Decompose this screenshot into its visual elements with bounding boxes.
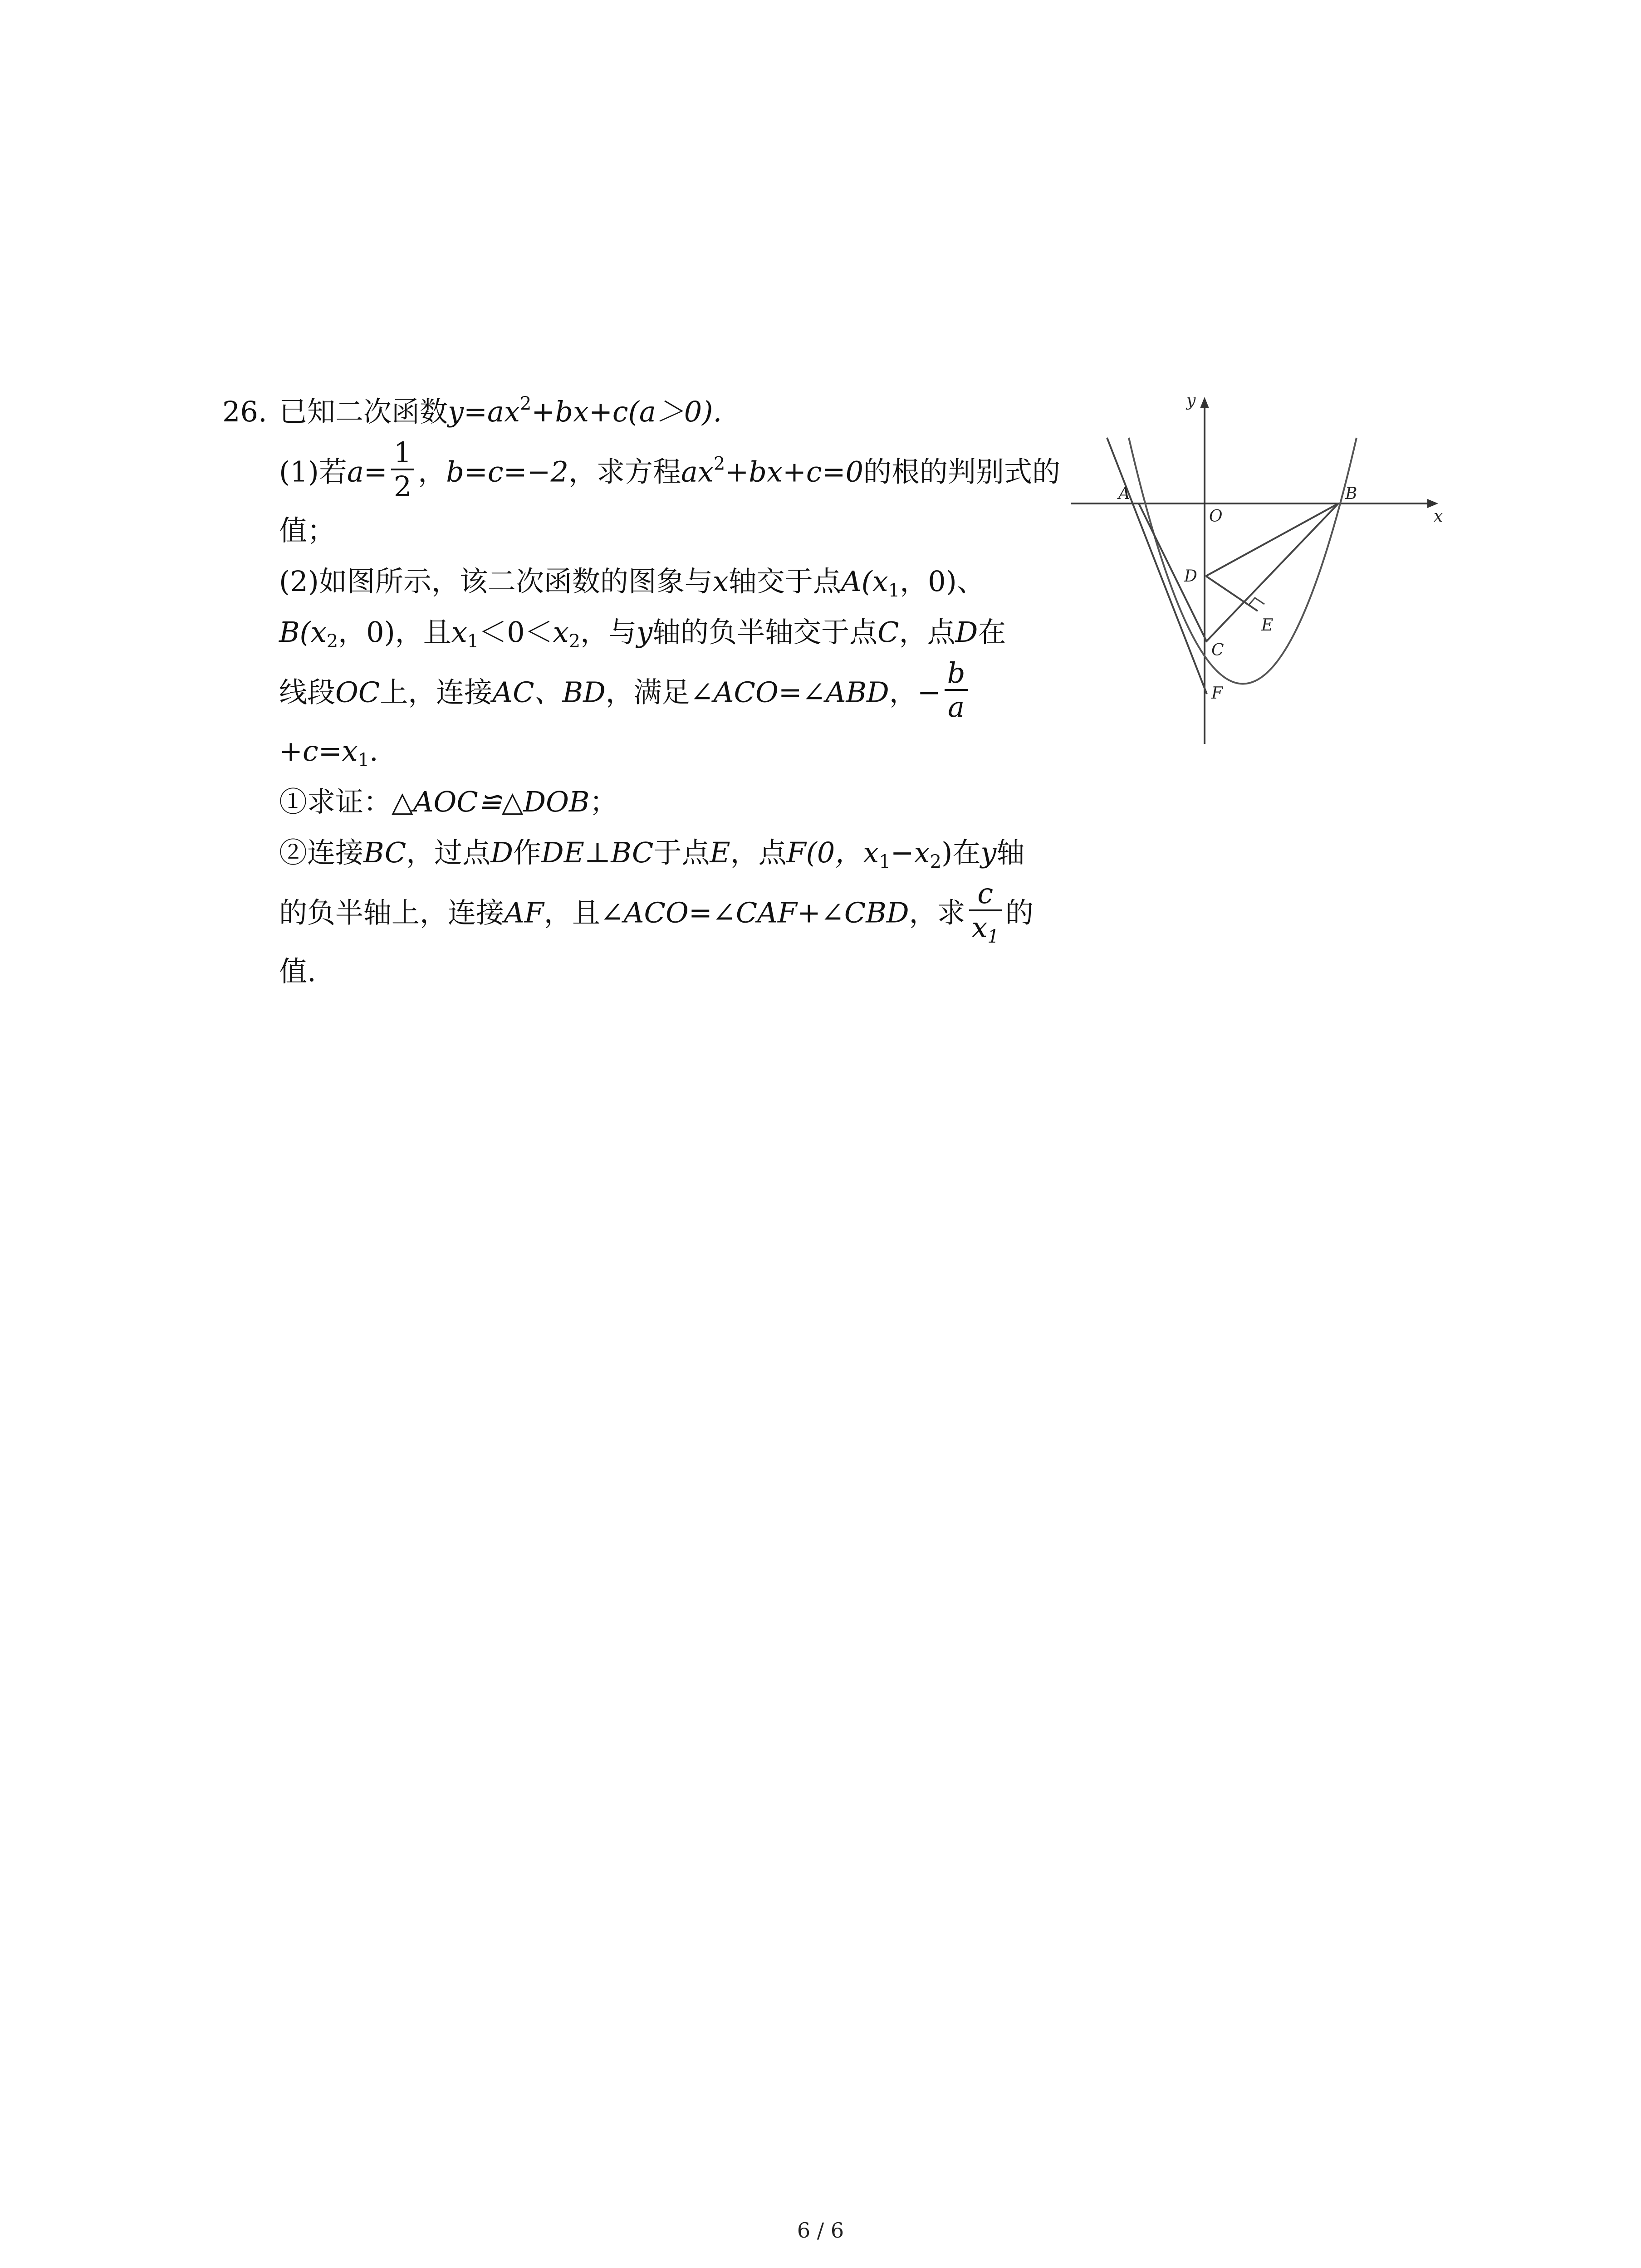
subscript: 1 bbox=[467, 631, 479, 652]
label-F: F bbox=[1211, 684, 1223, 703]
part1-equation: ax bbox=[681, 455, 714, 489]
part1-line2 bbox=[222, 509, 1084, 560]
label-O: O bbox=[1209, 507, 1223, 526]
subscript: 2 bbox=[326, 631, 338, 652]
part1-comma: ， bbox=[418, 455, 446, 489]
perpendicular: DE⊥BC bbox=[541, 836, 654, 869]
part2-text: (2)如图所示，该二次函数的图象与 bbox=[279, 565, 713, 598]
part2-text: ，与 bbox=[580, 616, 637, 649]
point-E: E bbox=[710, 836, 730, 869]
fraction-numerator: c bbox=[977, 877, 994, 910]
subscript: 1 bbox=[888, 580, 900, 601]
stem-exponent: 2 bbox=[519, 393, 532, 414]
part2-text: 轴交于点 bbox=[728, 565, 841, 598]
subscript: 2 bbox=[930, 851, 942, 872]
parabola-curve bbox=[1129, 438, 1357, 684]
stem-equation-tail: +bx+c(a＞0). bbox=[531, 395, 722, 428]
right-angle-marker bbox=[1249, 598, 1264, 605]
fraction-denominator: 2 bbox=[391, 469, 414, 503]
problem-number: 26. bbox=[222, 395, 267, 428]
point-F: F(0，x bbox=[786, 836, 879, 869]
fraction-numerator: b bbox=[947, 656, 965, 689]
part1-text: ，求方程 bbox=[568, 455, 681, 489]
q2-text: ，过点 bbox=[406, 836, 491, 869]
subscript: 1 bbox=[879, 851, 891, 872]
point-A-tail: ，0)、 bbox=[900, 565, 985, 598]
page-number: 6 / 6 bbox=[797, 2218, 844, 2243]
label-B: B bbox=[1345, 484, 1357, 503]
part1-a-eq: a= bbox=[347, 455, 387, 489]
fraction-c-over-x1 bbox=[969, 877, 1002, 948]
subquestion-2-line3-text: 值. bbox=[279, 955, 316, 988]
subquestion-1 bbox=[222, 780, 1084, 831]
figure-svg bbox=[1062, 386, 1452, 748]
part1-bc-eq: b=c=−2 bbox=[446, 455, 568, 489]
semicolon: ； bbox=[589, 785, 618, 818]
point-F-end: ) bbox=[941, 836, 953, 869]
fraction-denominator: $x_1$ bbox=[969, 909, 1002, 943]
segments-AC-BD: AC、BD bbox=[492, 675, 606, 709]
stem-text: 已知二次函数 bbox=[279, 395, 448, 428]
y-axis-arrow bbox=[1200, 397, 1209, 408]
var-x2: x bbox=[553, 616, 569, 649]
part1-exponent: 2 bbox=[713, 453, 725, 474]
problem-26 bbox=[222, 390, 1084, 1001]
point-D: D bbox=[955, 616, 978, 649]
part1-line1 bbox=[222, 436, 1084, 509]
part2-line3 bbox=[222, 656, 1084, 729]
parabola-figure bbox=[1062, 386, 1452, 748]
angle-equality: ∠ACO=∠CAF+∠CBD bbox=[600, 896, 909, 929]
angle-equality: ∠ACO=∠ABD bbox=[690, 675, 889, 709]
point-A: A(x bbox=[841, 565, 888, 598]
stem-equation: y=ax bbox=[448, 395, 520, 428]
point-F-mid: −x bbox=[890, 836, 930, 869]
subquestion-2-line2 bbox=[222, 877, 1084, 950]
q2-text: ，且 bbox=[544, 896, 600, 929]
point-B-tail: ，0)，且 bbox=[338, 616, 451, 649]
label-C: C bbox=[1211, 641, 1224, 660]
label-A: A bbox=[1118, 484, 1130, 503]
x-axis-arrow bbox=[1427, 499, 1438, 508]
part2-line4 bbox=[222, 729, 1084, 780]
congruence: △AOC≌△DOB bbox=[392, 785, 590, 818]
part1-equation-tail: +bx+c=0 bbox=[725, 455, 864, 489]
part2-text: ，点 bbox=[899, 616, 955, 649]
label-E: E bbox=[1261, 616, 1274, 635]
part2-text: 上，连接 bbox=[380, 675, 493, 709]
q2-text: 的 bbox=[1005, 896, 1034, 929]
part2-text: 线段 bbox=[279, 675, 336, 709]
q2-text: 的负半轴上，连接 bbox=[279, 896, 505, 929]
fraction-denominator: a bbox=[945, 689, 968, 723]
var-y: y bbox=[637, 616, 653, 649]
q2-text: ，求 bbox=[909, 896, 965, 929]
subquestion-2-line1 bbox=[222, 831, 1084, 882]
period: . bbox=[369, 734, 378, 767]
segment-OC: OC bbox=[335, 675, 380, 709]
part1-text-end: 的根的判别式的 bbox=[863, 455, 1061, 489]
label-y: y bbox=[1186, 391, 1196, 410]
q2-text: 于点 bbox=[653, 836, 710, 869]
part2-text: ，− bbox=[889, 675, 941, 709]
part2-text: ，满足 bbox=[605, 675, 690, 709]
q2-text: 轴 bbox=[996, 836, 1025, 869]
fraction-numerator: 1 bbox=[393, 436, 412, 469]
problem-stem-line bbox=[222, 390, 1084, 441]
inequality: ＜0＜ bbox=[479, 616, 553, 649]
part2-text: 轴的负半轴交于点 bbox=[652, 616, 878, 649]
segment-AF: AF bbox=[504, 896, 544, 929]
subscript: 1 bbox=[987, 926, 999, 948]
var-x1: x bbox=[451, 616, 467, 649]
subquestion-1-label: ①求证： bbox=[279, 785, 392, 818]
part1-label: (1)若 bbox=[279, 455, 347, 489]
segment-DE bbox=[1206, 576, 1258, 611]
point-D: D bbox=[490, 836, 513, 869]
part2-text: 在 bbox=[978, 616, 1006, 649]
subscript: 2 bbox=[568, 631, 581, 652]
q2-text: 作 bbox=[513, 836, 541, 869]
q2-text: 在 bbox=[952, 836, 981, 869]
fraction-one-half bbox=[391, 436, 414, 503]
point-C: C bbox=[877, 616, 899, 649]
var-x: x bbox=[712, 565, 729, 598]
q2-text: ，点 bbox=[730, 836, 787, 869]
label-D: D bbox=[1184, 567, 1197, 586]
point-B: B(x bbox=[279, 616, 327, 649]
subscript: 1 bbox=[358, 750, 370, 771]
part2-line2 bbox=[222, 611, 1084, 661]
segment-BC: BC bbox=[363, 836, 407, 869]
fraction-b-over-a bbox=[945, 657, 968, 723]
part2-equation: +c=x bbox=[279, 734, 358, 767]
part1-line2-text: 值； bbox=[279, 514, 336, 547]
subquestion-2-label: ②连接 bbox=[279, 836, 364, 869]
subquestion-2-line3 bbox=[222, 950, 1084, 1001]
label-x: x bbox=[1434, 507, 1443, 526]
segment-BD bbox=[1206, 503, 1338, 576]
var-y: y bbox=[980, 836, 997, 869]
line-AF bbox=[1107, 438, 1207, 694]
part2-line1 bbox=[222, 560, 1084, 611]
